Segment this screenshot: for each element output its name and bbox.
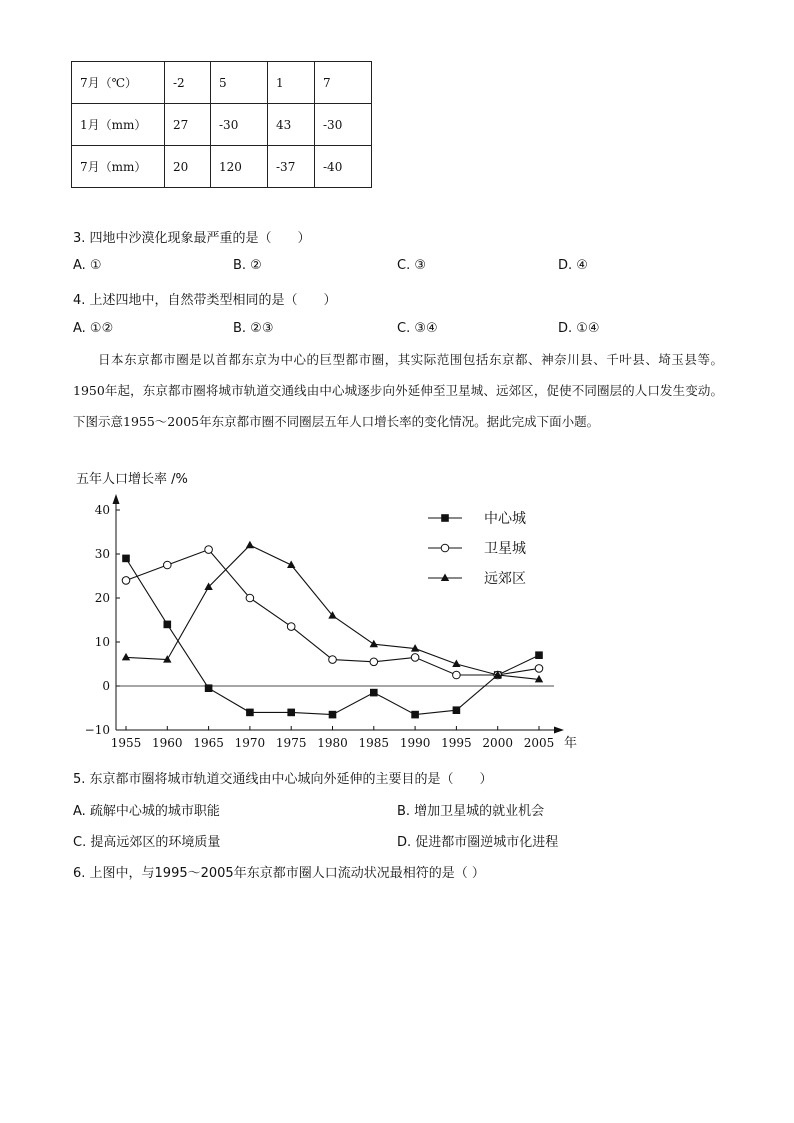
data-point-square (164, 621, 172, 629)
q5-option-c[interactable]: C. 提高远郊区的环境质量 (73, 835, 221, 850)
q4-option-b[interactable]: B. ②③ (233, 321, 274, 336)
q4-option-d[interactable]: D. ①④ (558, 321, 600, 336)
x-tick-label: 2000 (482, 736, 513, 750)
table-cell: 120 (211, 146, 268, 188)
data-point-circle (164, 561, 172, 569)
x-tick-label: 1995 (441, 736, 472, 750)
legend-marker (441, 544, 449, 552)
x-axis-title: 年 (564, 736, 578, 751)
x-tick-label: 2005 (523, 736, 555, 750)
table-cell: -2 (165, 62, 211, 104)
table-cell: 1 (268, 62, 315, 104)
table-cell: 20 (165, 146, 211, 188)
legend-label: 远郊区 (484, 571, 526, 587)
x-tick-label: 1960 (152, 736, 183, 750)
table-row (72, 104, 372, 146)
y-tick-label: 10 (94, 635, 110, 649)
data-point-triangle (122, 653, 130, 661)
series-line-square (126, 558, 539, 714)
table-cell: -30 (315, 104, 372, 146)
q3-option-b[interactable]: B. ② (233, 258, 262, 273)
question-4: 4. 上述四地中，自然带类型相同的是（ ） (73, 293, 337, 308)
data-point-square (535, 651, 543, 659)
legend-marker (441, 574, 449, 582)
data-point-circle (246, 594, 254, 602)
data-point-triangle (163, 655, 171, 663)
y-tick-label: 40 (94, 503, 110, 517)
data-point-circle (535, 665, 543, 673)
data-point-circle (122, 577, 130, 585)
table-cell: 1月（mm） (72, 104, 165, 146)
x-tick-label: 1965 (193, 736, 224, 750)
data-point-square (453, 706, 461, 714)
x-tick-label: 1955 (110, 736, 142, 750)
passage-text: 日本东京都市圈是以首都东京为中心的巨型都市圈，其实际范围包括东京都、神奈川县、千叶县、埼玉县等。1950年起，东京都市圈将城市轨道交通线由中心城逐步向外延伸至卫星城、远郊区，促使不同圈层的人口发生变动。下图示意1955～2005年东京都市圈不同圈层五年人口增长率的变化情况。据此完成下面小题。 (73, 352, 723, 429)
data-point-triangle (370, 640, 378, 648)
y-axis-title: 五年人口增长率 /% (76, 472, 188, 487)
table-cell: 7月（mm） (72, 146, 165, 188)
data-point-triangle (287, 561, 295, 569)
data-point-square (246, 709, 254, 717)
x-tick-label: 1975 (275, 736, 307, 750)
x-axis-arrow (554, 727, 564, 734)
x-tick-label: 1980 (317, 736, 348, 750)
x-tick-label: 1985 (358, 736, 390, 750)
climate-change-table (71, 61, 372, 188)
data-point-square (329, 711, 337, 719)
data-point-circle (370, 658, 378, 666)
y-tick-label: 30 (94, 547, 110, 561)
question-6: 6. 上图中，与1995～2005年东京都市圈人口流动状况最相符的是（ ） (73, 866, 485, 881)
data-point-square (370, 689, 378, 697)
data-point-circle (453, 671, 461, 679)
data-point-circle (329, 656, 337, 664)
y-axis-arrow (113, 494, 120, 504)
data-point-circle (205, 546, 213, 554)
data-point-square (205, 684, 213, 692)
legend-label: 卫星城 (484, 541, 526, 557)
data-point-circle (287, 623, 295, 631)
q4-option-c[interactable]: C. ③④ (397, 321, 438, 336)
question-3: 3. 四地中沙漠化现象最严重的是（ ） (73, 231, 311, 246)
q4-option-a[interactable]: A. ①② (73, 321, 114, 336)
table-row (72, 146, 372, 188)
data-point-square (122, 555, 130, 563)
data-point-square (287, 709, 295, 717)
table-cell: 7月（℃） (72, 62, 165, 104)
data-point-circle (411, 654, 419, 662)
data-point-triangle (246, 541, 254, 549)
legend-label: 中心城 (484, 511, 526, 527)
question-5: 5. 东京都市圈将城市轨道交通线由中心城向外延伸的主要目的是（ ） (73, 772, 493, 787)
table-cell: 7 (315, 62, 372, 104)
q5-option-a[interactable]: A. 疏解中心城的城市职能 (73, 804, 220, 819)
data-point-square (411, 711, 419, 719)
q3-option-a[interactable]: A. ① (73, 258, 102, 273)
table-cell: 27 (165, 104, 211, 146)
y-tick-label: −10 (84, 723, 110, 737)
legend-marker (441, 514, 449, 522)
population-growth-chart (60, 466, 590, 756)
x-tick-label: 1970 (234, 736, 266, 750)
table-cell: -40 (315, 146, 372, 188)
q5-option-b[interactable]: B. 增加卫星城的就业机会 (397, 804, 545, 819)
table-row (72, 62, 372, 104)
table-cell: 5 (211, 62, 268, 104)
q5-option-d[interactable]: D. 促进都市圈逆城市化进程 (397, 835, 559, 850)
table-cell: 43 (268, 104, 315, 146)
y-tick-label: 0 (102, 679, 110, 693)
table-cell: -37 (268, 146, 315, 188)
table-cell: -30 (211, 104, 268, 146)
x-tick-label: 1990 (399, 736, 431, 750)
q3-option-c[interactable]: C. ③ (397, 258, 426, 273)
q3-option-d[interactable]: D. ④ (558, 258, 588, 273)
y-tick-label: 20 (94, 591, 110, 605)
